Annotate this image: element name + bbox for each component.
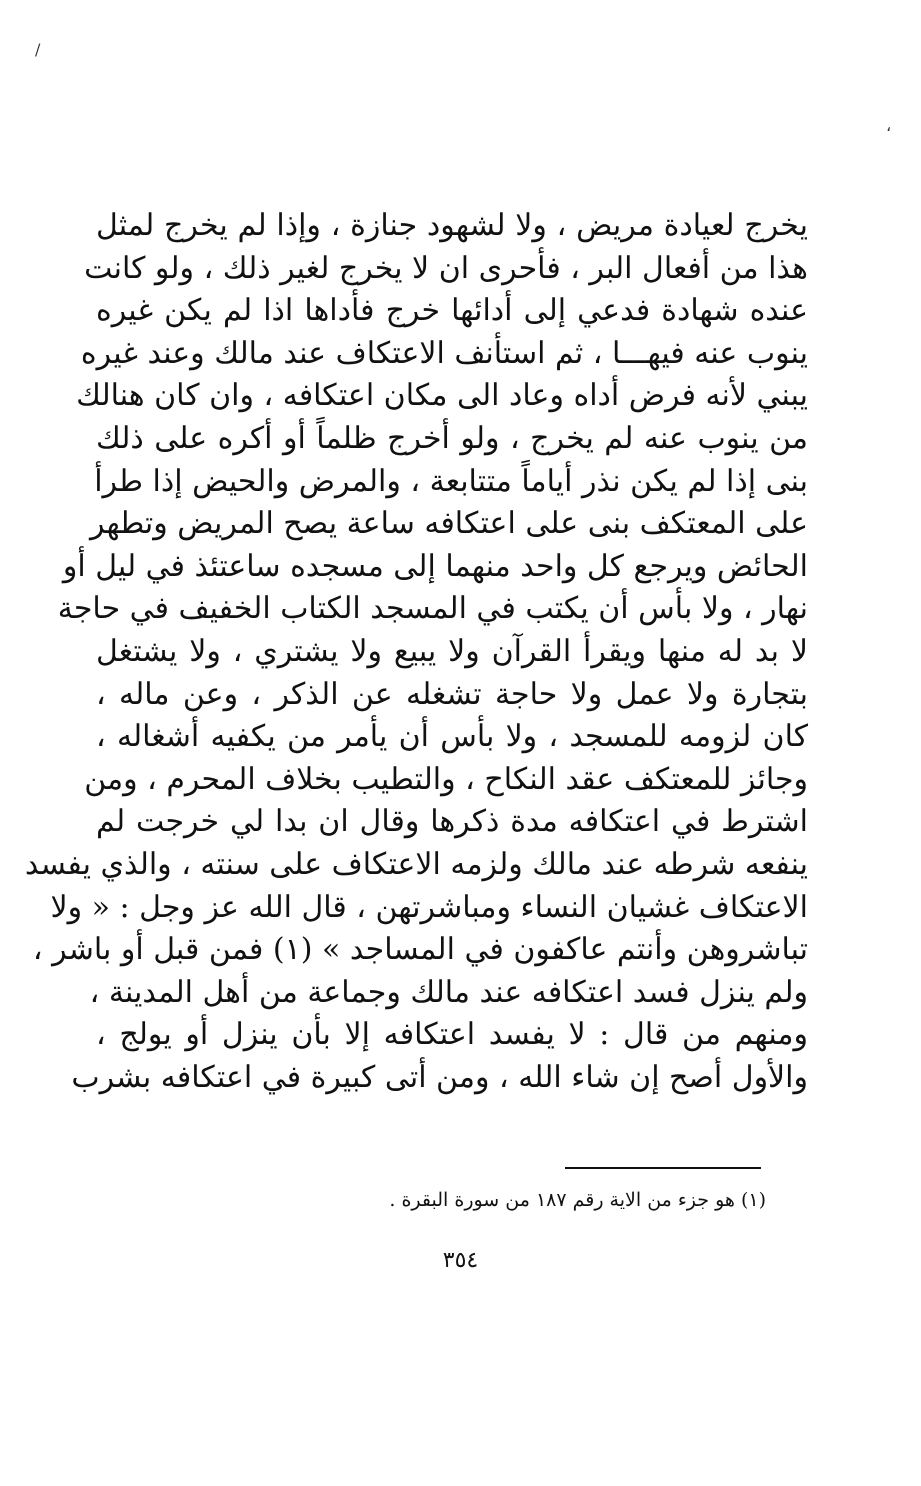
text-line: على المعتكف بنى على اعتكافه ساعة يصح المريض وتطهر bbox=[89, 506, 808, 542]
text-line: هذا من أفعال البر ، فأحرى ان لا يخرج لغير ذلك ، ولو كانت bbox=[84, 250, 808, 286]
text-line: اشترط في اعتكافه مدة ذكرها وقال ان بدا لي خرجت لم bbox=[96, 804, 808, 840]
text-line: يبني لأنه فرض أداه وعاد الى مكان اعتكافه ، وان كان هنالك bbox=[76, 378, 808, 414]
text-line: والأول أصح إن شاء الله ، ومن أتى كبيرة في اعتكافه بشرب bbox=[71, 1059, 808, 1095]
footnote-divider bbox=[565, 1167, 761, 1169]
text-line: من ينوب عنه لم يخرج ، ولو أخرج ظلماً أو أكره على ذلك bbox=[96, 420, 808, 456]
text-line: عنده شهادة فدعي إلى أدائها خرج فأداها اذا لم يكن غيره bbox=[96, 293, 808, 329]
text-line: تباشروهن وأنتم عاكفون في المساجد » (١) فمن قبل أو باشر ، bbox=[32, 932, 808, 968]
footnote: (١) هو جزء من الاية رقم ١٨٧ من سورة البقرة . bbox=[389, 1189, 766, 1211]
text-line: بنى إذا لم يكن نذر أياماً متتابعة ، والمرض والحيض إذا طرأ bbox=[94, 463, 808, 499]
main-text-block bbox=[24, 205, 808, 1099]
text-line: الاعتكاف غشيان النساء ومباشرتهن ، قال الله عز وجل : « ولا bbox=[50, 889, 808, 925]
text-line: يخرج لعيادة مريض ، ولا لشهود جنازة ، وإذا لم يخرج لمثل bbox=[96, 208, 808, 243]
text-line: ينفعه شرطه عند مالك ولزمه الاعتكاف على سنته ، والذي يفسد bbox=[24, 846, 808, 882]
text-line: نهار ، ولا بأس أن يكتب في المسجد الكتاب الخفيف في حاجة bbox=[57, 591, 808, 627]
text-line: ولم ينزل فسد اعتكافه عند مالك وجماعة من أهل المدينة ، bbox=[89, 974, 808, 1010]
margin-mark: ، bbox=[886, 116, 892, 135]
text-line: كان لزومه للمسجد ، ولا بأس أن يأمر من يكفيه أشغاله ، bbox=[96, 719, 808, 755]
text-line: ومنهم من قال : لا يفسد اعتكافه إلا بأن ينزل أو يولج ، bbox=[96, 1017, 808, 1053]
text-line: ينوب عنه فيهـــا ، ثم استأنف الاعتكاف عند مالك وعند غيره bbox=[80, 335, 808, 371]
text-line: لا بد له منها ويقرأ القرآن ولا يبيع ولا يشتري ، ولا يشتغل bbox=[96, 633, 808, 669]
text-line: الحائض ويرجع كل واحد منهما إلى مسجده ساعتئذ في ليل أو bbox=[62, 548, 808, 584]
text-line: بتجارة ولا عمل ولا حاجة تشغله عن الذكر ، وعن ماله ، bbox=[96, 676, 808, 712]
text-line: وجائز للمعتكف عقد النكاح ، والتطيب بخلاف المحرم ، ومن bbox=[84, 761, 808, 797]
margin-mark: / bbox=[35, 40, 41, 59]
page-number: ٣٥٤ bbox=[442, 1248, 479, 1273]
